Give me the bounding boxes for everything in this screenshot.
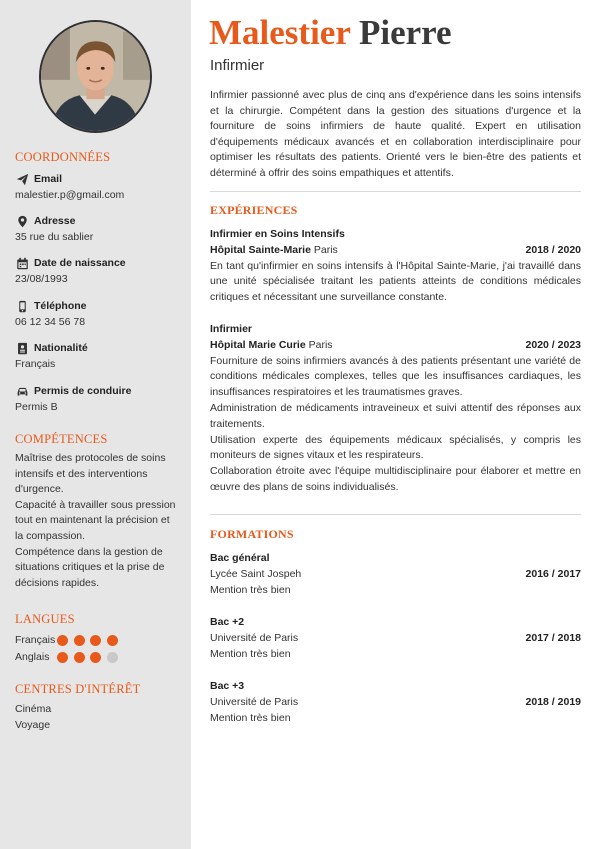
education-degree: Bac +3	[210, 680, 245, 692]
sidebar	[0, 0, 191, 849]
level-dot-filled	[57, 652, 68, 663]
education-degree: Bac général	[210, 552, 270, 564]
experience-meta	[210, 243, 581, 259]
contact-label: Nationalité	[34, 342, 88, 354]
car-icon	[15, 384, 29, 398]
contact-section-title: COORDONNÉES	[15, 150, 111, 164]
level-dot-filled	[107, 635, 118, 646]
experience-employer: Hôpital Sainte-Marie	[210, 243, 311, 256]
experience-meta	[210, 338, 581, 354]
education-item	[210, 551, 581, 598]
experience-dates: 2018 / 2020	[525, 243, 581, 256]
education-mention: Mention très bien	[210, 647, 291, 660]
education-meta	[210, 695, 581, 711]
first-name: Malestier	[209, 13, 351, 52]
job-title: Infirmier	[210, 57, 265, 74]
contact-phone	[15, 299, 185, 328]
level-dot-filled	[57, 635, 68, 646]
experience-city: Paris	[313, 243, 338, 256]
language-row	[15, 633, 123, 647]
education-meta	[210, 567, 581, 583]
license-value: Permis B	[15, 401, 58, 413]
education-mention: Mention très bien	[210, 711, 291, 724]
experience-item	[210, 227, 581, 306]
languages-section-title: LANGUES	[15, 612, 75, 626]
contact-label: Email	[34, 173, 63, 185]
contact-nationality	[15, 341, 185, 370]
experience-description: Collaboration étroite avec l'équipe multidisciplinaire pour élaborer et mettre en œuvre des plans de soins individualisés.	[210, 465, 581, 493]
skills-section-title: COMPÉTENCES	[15, 432, 108, 446]
interest-item: Cinéma	[15, 703, 52, 715]
experience-role: Infirmier en Soins Intensifs	[210, 228, 345, 240]
education-dates: 2016 / 2017	[525, 567, 581, 580]
level-dot-filled	[90, 635, 101, 646]
birthdate-value: 23/08/1993	[15, 273, 68, 285]
address-value: 35 rue du sablier	[15, 231, 94, 243]
experience-section-title: EXPÉRIENCES	[210, 203, 298, 217]
skill-item: Maîtrise des protocoles de soins intensifs et des interventions d'urgence.	[15, 452, 166, 496]
calendar-icon	[15, 256, 29, 270]
education-item	[210, 615, 581, 662]
language-name: Français	[15, 634, 56, 646]
education-meta	[210, 631, 581, 647]
profile-summary: Infirmier passionné avec plus de cinq ans d'expérience dans les soins intensifs et la chirurgie. Compétent dans la gestion des situations d'urgence et la fourniture de soins infirmiers de haute qualité. Expert en utilisation d'équipements médicaux avancés et en collaboration interdisciplinaire pour optimiser les résultats des patients. Orienté vers le bien-être des patients et déterminé à offrir des soins empathiques et attentifs.	[210, 89, 581, 179]
profile-photo-illustration	[41, 22, 150, 131]
language-level-dots	[57, 652, 123, 663]
experience-item	[210, 322, 581, 496]
experience-dates: 2020 / 2023	[525, 338, 581, 351]
experience-description: Fourniture de soins infirmiers avancés à des patients présentant une variété de conditions médicales complexes, telles que les insuffisances cardiaques, les insuffisances respiratoires et les traumatismes graves.	[210, 354, 581, 399]
id-card-icon	[15, 341, 29, 355]
last-name: Pierre	[358, 13, 452, 52]
contact-license	[15, 384, 185, 413]
level-dot-filled	[74, 652, 85, 663]
experience-description: Utilisation experte des équipements médicaux spécialisés, y compris les moniteurs de signes vitaux et les respirateurs.	[210, 433, 581, 462]
experience-description: Administration de médicaments intraveineux et suivi attentif des réponses aux traitements.	[210, 401, 581, 430]
education-school: Université de Paris	[210, 631, 299, 644]
nationality-value: Français	[15, 358, 56, 370]
contact-label: Permis de conduire	[34, 385, 132, 397]
contact-birthdate	[15, 256, 185, 285]
education-section-title: FORMATIONS	[210, 527, 294, 541]
contact-email	[15, 172, 185, 201]
phone-icon	[15, 299, 29, 313]
education-dates: 2018 / 2019	[525, 695, 581, 708]
experience-role: Infirmier	[210, 323, 253, 335]
phone-value[interactable]: 06 12 34 56 78	[15, 316, 86, 328]
section-divider	[210, 514, 581, 515]
education-school: Université de Paris	[210, 695, 299, 708]
interests-list	[15, 702, 177, 733]
level-dot-filled	[90, 652, 101, 663]
profile-photo	[39, 20, 152, 133]
skills-list	[15, 451, 177, 591]
email-value[interactable]: malestier.p@gmail.com	[15, 189, 125, 201]
section-divider	[210, 191, 581, 192]
education-mention: Mention très bien	[210, 583, 291, 596]
language-level-dots	[57, 635, 123, 646]
full-name	[209, 13, 452, 53]
education-school: Lycée Saint Jospeh	[210, 567, 302, 580]
experience-employer: Hôpital Marie Curie	[210, 338, 306, 351]
paper-plane-icon	[15, 172, 29, 186]
education-item	[210, 679, 581, 726]
experience-description: En tant qu'infirmier en soins intensifs à l'Hôpital Sainte-Marie, j'ai travaillé dans une unité spécialisée traitant les patients atteints de conditions médicales critiques et nécessitant une surveillance constante.	[210, 259, 581, 304]
skill-item: Capacité à travailler sous pression tout en maintenant la précision et la compassion.	[15, 498, 176, 542]
level-dot-empty	[107, 652, 118, 663]
experience-city: Paris	[308, 338, 333, 351]
education-degree: Bac +2	[210, 616, 245, 628]
language-name: Anglais	[15, 651, 50, 663]
contact-label: Téléphone	[34, 300, 87, 312]
contact-label: Date de naissance	[34, 257, 126, 269]
level-dot-filled	[74, 635, 85, 646]
contact-address	[15, 214, 185, 243]
interests-section-title: CENTRES D'INTÉRÊT	[15, 682, 141, 696]
map-pin-icon	[15, 214, 29, 228]
education-dates: 2017 / 2018	[525, 631, 581, 644]
contact-label: Adresse	[34, 215, 76, 227]
skill-item: Compétence dans la gestion de situations critiques et la prise de décisions rapides.	[15, 545, 165, 589]
interest-item: Voyage	[15, 718, 51, 731]
language-row	[15, 650, 123, 664]
